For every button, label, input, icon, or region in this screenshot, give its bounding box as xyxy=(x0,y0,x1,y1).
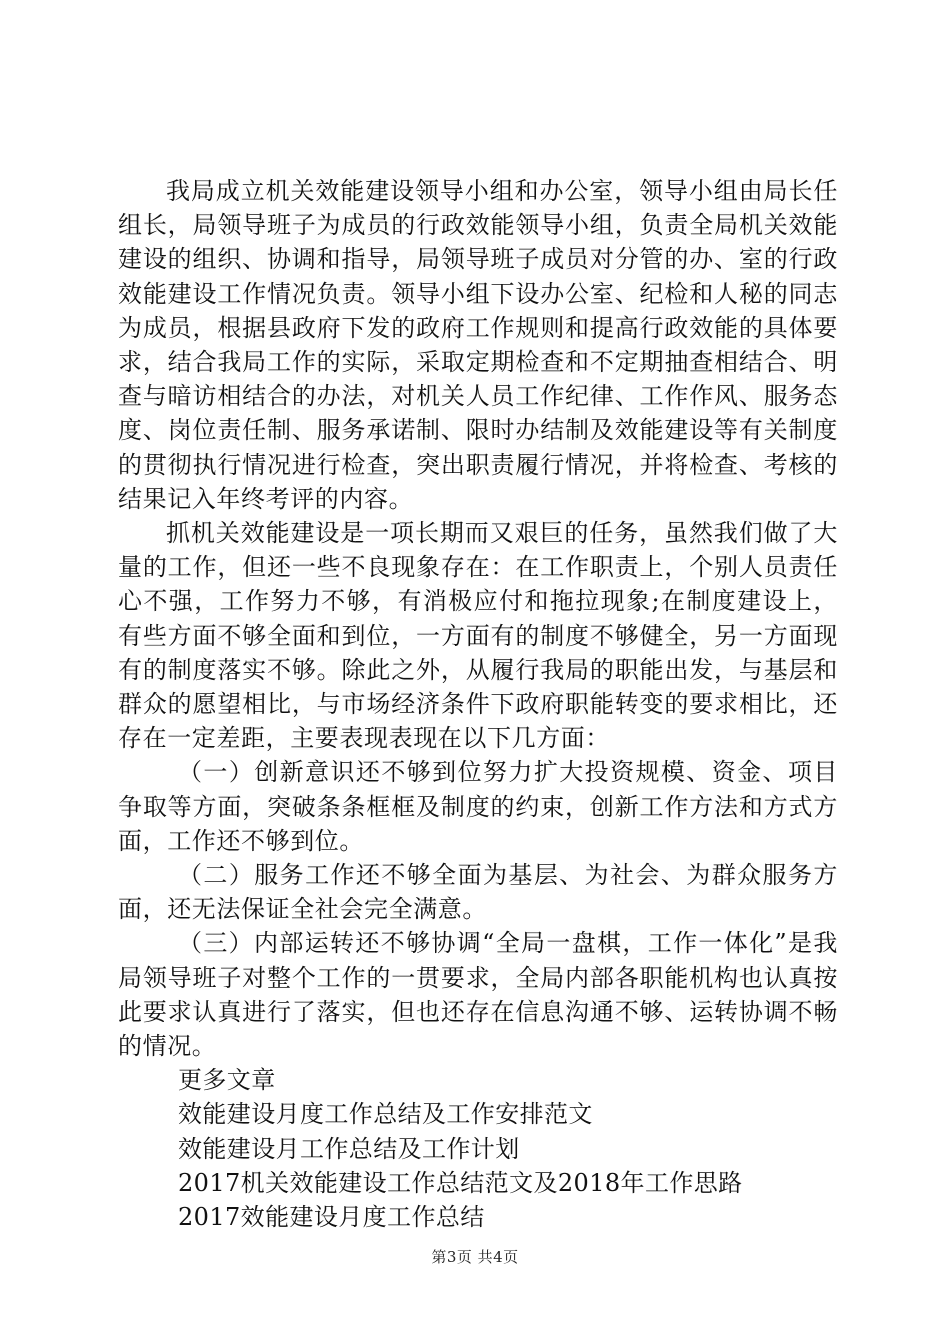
paragraph-point-innovation: （一）创新意识还不够到位努力扩大投资规模、资金、项目争取等方面，突破条条框框及制度的约束，创新工作方法和方式方面，工作还不够到位。 xyxy=(118,758,838,855)
paragraph-point-service: （二）服务工作还不够全面为基层、为社会、为群众服务方面，还无法保证全社会完全满意。 xyxy=(118,861,838,924)
more-article-link[interactable]: 效能建设月工作总结及工作计划 xyxy=(178,1134,520,1163)
more-article-link[interactable]: 2017效能建设月度工作总结 xyxy=(178,1203,485,1232)
page-number-footer: 第3页 共4页 xyxy=(431,1248,519,1266)
more-articles-section xyxy=(118,1063,838,1234)
document-body xyxy=(118,174,838,1234)
paragraph-existing-problems: 抓机关效能建设是一项长期而又艰巨的任务，虽然我们做了大量的工作，但还一些不良现象存在：在工作职责上，个别人员责任心不强，工作努力不够，有消极应付和拖拉现象;在制度建设上，有些方面不够全面和到位，一方面有的制度不够健全，另一方面现有的制度落实不够。除此之外，从履行我局的职能出发，与基层和群众的愿望相比，与市场经济条件下政府职能转变的要求相比，还存在一定差距，主要表现表现在以下几方面： xyxy=(118,519,838,753)
paragraph-point-coordination: （三）内部运转还不够协调“全局一盘棋，工作一体化”是我局领导班子对整个工作的一贯要求，全局内部各职能机构也认真按此要求认真进行了落实，但也还存在信息沟通不够、运转协调不畅的情况。 xyxy=(118,929,838,1061)
paragraph-efficiency-organization: 我局成立机关效能建设领导小组和办公室，领导小组由局长任组长，局领导班子为成员的行政效能领导小组，负责全局机关效能建设的组织、协调和指导，局领导班子成员对分管的办、室的行政效能建设工作情况负责。领导小组下设办公室、纪检和人秘的同志为成员，根据县政府下发的政府工作规则和提高行政效能的具体要求，结合我局工作的实际，采取定期检查和不定期抽查相结合、明查与暗访相结合的办法，对机关人员工作纪律、工作作风、服务态度、岗位责任制、服务承诺制、限时办结制及效能建设等有关制度的贯彻执行情况进行检查，突出职责履行情况，并将检查、考核的结果记入年终考评的内容。 xyxy=(118,177,838,513)
more-articles-heading: 更多文章 xyxy=(178,1066,276,1095)
more-article-link[interactable]: 2017机关效能建设工作总结范文及2018年工作思路 xyxy=(178,1168,743,1197)
more-article-link[interactable]: 效能建设月度工作总结及工作安排范文 xyxy=(178,1100,593,1129)
